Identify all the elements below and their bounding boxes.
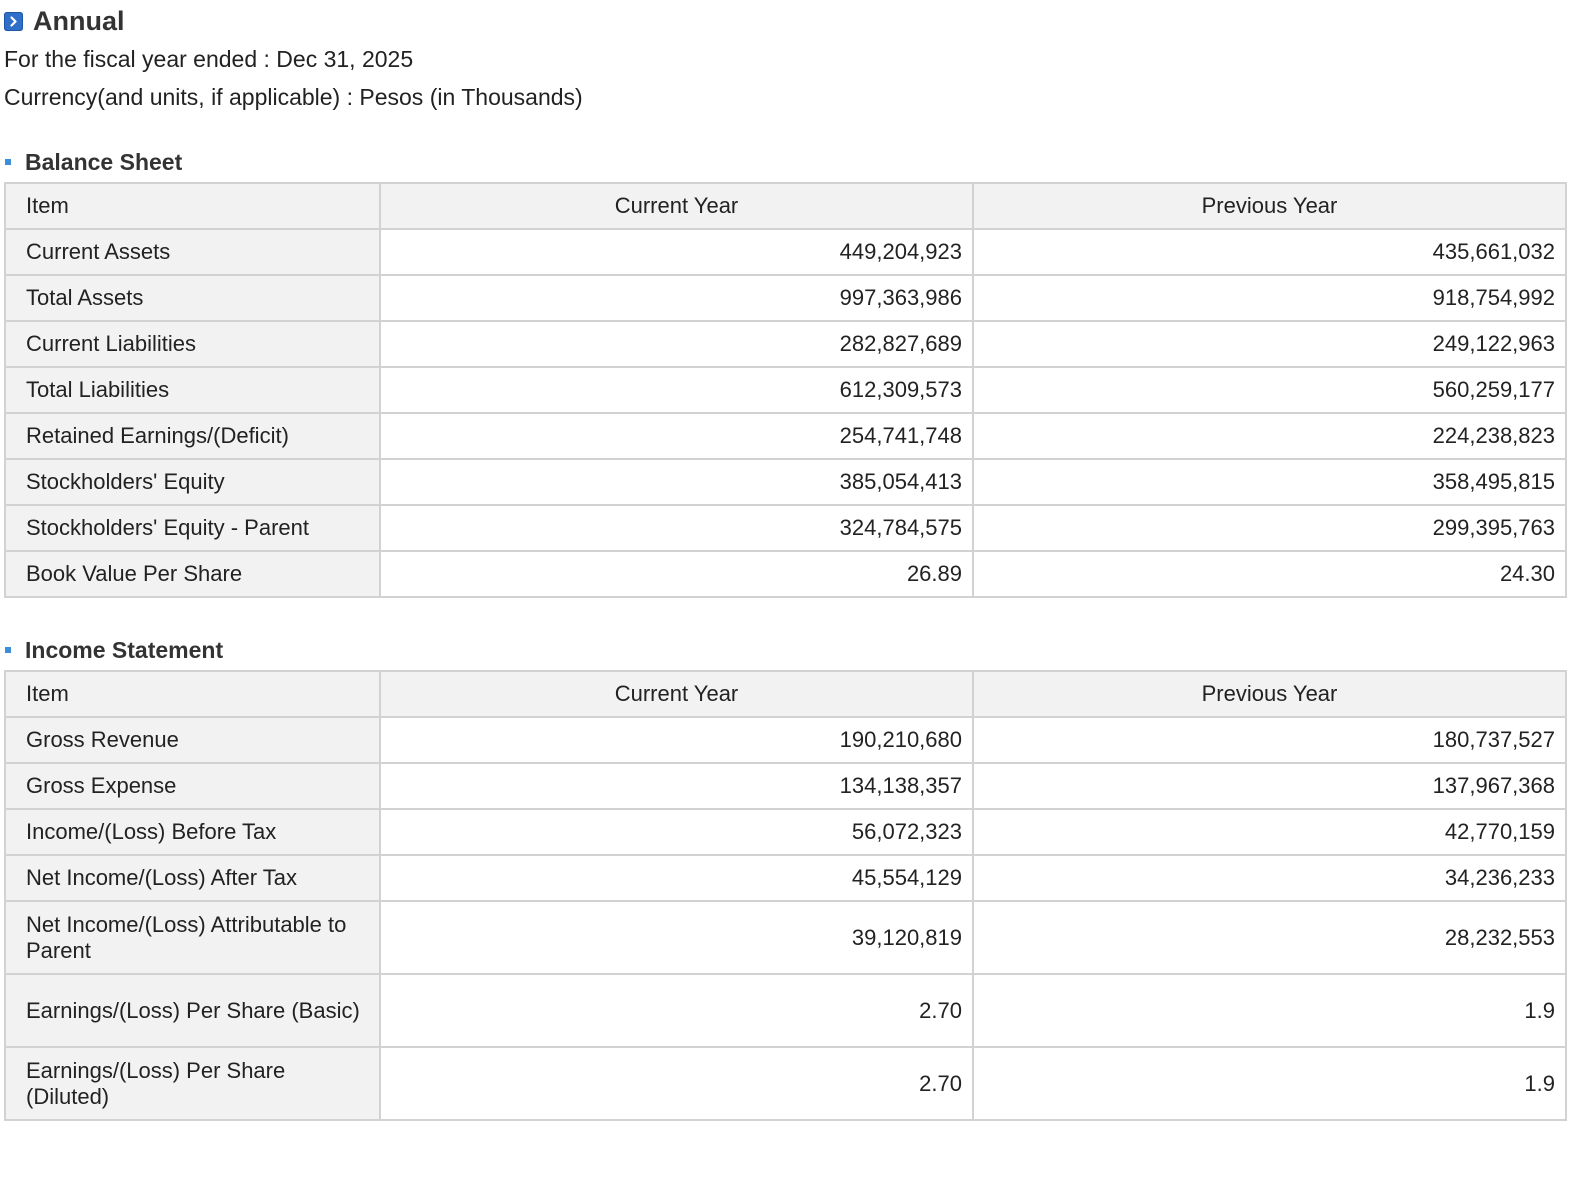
row-current-value: 26.89 bbox=[380, 551, 973, 597]
income-statement-heading bbox=[4, 630, 1596, 670]
row-current-value: 612,309,573 bbox=[380, 367, 973, 413]
chevron-right-square-icon[interactable] bbox=[4, 12, 23, 31]
table-row bbox=[5, 413, 1566, 459]
row-previous-value: 918,754,992 bbox=[973, 275, 1566, 321]
row-previous-value: 137,967,368 bbox=[973, 763, 1566, 809]
row-item: Stockholders' Equity bbox=[5, 459, 380, 505]
row-item: Net Income/(Loss) Attributable to Parent bbox=[5, 901, 380, 974]
table-row bbox=[5, 717, 1566, 763]
row-previous-value: 224,238,823 bbox=[973, 413, 1566, 459]
row-current-value: 282,827,689 bbox=[380, 321, 973, 367]
column-header-item: Item bbox=[5, 671, 380, 717]
table-row bbox=[5, 459, 1566, 505]
table-row bbox=[5, 551, 1566, 597]
row-item: Gross Revenue bbox=[5, 717, 380, 763]
square-bullet-icon bbox=[5, 159, 11, 165]
row-item: Retained Earnings/(Deficit) bbox=[5, 413, 380, 459]
row-current-value: 385,054,413 bbox=[380, 459, 973, 505]
table-row bbox=[5, 855, 1566, 901]
row-previous-value: 28,232,553 bbox=[973, 901, 1566, 974]
income-statement-title: Income Statement bbox=[25, 636, 224, 663]
row-current-value: 134,138,357 bbox=[380, 763, 973, 809]
table-row bbox=[5, 229, 1566, 275]
column-header-previous-year: Previous Year bbox=[973, 183, 1566, 229]
table-row bbox=[5, 1047, 1566, 1120]
balance-sheet-table bbox=[4, 182, 1567, 598]
row-item: Current Liabilities bbox=[5, 321, 380, 367]
row-previous-value: 560,259,177 bbox=[973, 367, 1566, 413]
table-row bbox=[5, 974, 1566, 1047]
row-previous-value: 34,236,233 bbox=[973, 855, 1566, 901]
square-bullet-icon bbox=[5, 647, 11, 653]
row-current-value: 2.70 bbox=[380, 1047, 973, 1120]
fiscal-year-line: For the fiscal year ended : Dec 31, 2025 bbox=[4, 46, 414, 72]
page-title: Annual bbox=[33, 5, 125, 36]
row-previous-value: 299,395,763 bbox=[973, 505, 1566, 551]
row-current-value: 324,784,575 bbox=[380, 505, 973, 551]
row-current-value: 449,204,923 bbox=[380, 229, 973, 275]
balance-sheet-title: Balance Sheet bbox=[25, 148, 183, 175]
row-previous-value: 1.9 bbox=[973, 1047, 1566, 1120]
row-current-value: 997,363,986 bbox=[380, 275, 973, 321]
row-item: Stockholders' Equity - Parent bbox=[5, 505, 380, 551]
row-item: Net Income/(Loss) After Tax bbox=[5, 855, 380, 901]
table-header-row bbox=[5, 671, 1566, 717]
row-current-value: 45,554,129 bbox=[380, 855, 973, 901]
column-header-current-year: Current Year bbox=[380, 183, 973, 229]
row-item: Earnings/(Loss) Per Share (Basic) bbox=[5, 974, 380, 1047]
row-item: Book Value Per Share bbox=[5, 551, 380, 597]
table-row bbox=[5, 809, 1566, 855]
row-previous-value: 180,737,527 bbox=[973, 717, 1566, 763]
table-row bbox=[5, 275, 1566, 321]
row-current-value: 254,741,748 bbox=[380, 413, 973, 459]
row-current-value: 56,072,323 bbox=[380, 809, 973, 855]
row-previous-value: 249,122,963 bbox=[973, 321, 1566, 367]
row-previous-value: 42,770,159 bbox=[973, 809, 1566, 855]
report-header bbox=[4, 4, 1596, 38]
row-previous-value: 358,495,815 bbox=[973, 459, 1566, 505]
row-item: Gross Expense bbox=[5, 763, 380, 809]
row-previous-value: 24.30 bbox=[973, 551, 1566, 597]
row-item: Earnings/(Loss) Per Share (Diluted) bbox=[5, 1047, 380, 1120]
table-row bbox=[5, 321, 1566, 367]
row-current-value: 190,210,680 bbox=[380, 717, 973, 763]
column-header-current-year: Current Year bbox=[380, 671, 973, 717]
row-item: Current Assets bbox=[5, 229, 380, 275]
income-statement-table bbox=[4, 670, 1567, 1121]
table-header-row bbox=[5, 183, 1566, 229]
table-row bbox=[5, 901, 1566, 974]
row-previous-value: 435,661,032 bbox=[973, 229, 1566, 275]
row-item: Total Assets bbox=[5, 275, 380, 321]
table-row bbox=[5, 763, 1566, 809]
balance-sheet-heading bbox=[4, 142, 1596, 182]
row-item: Income/(Loss) Before Tax bbox=[5, 809, 380, 855]
row-item: Total Liabilities bbox=[5, 367, 380, 413]
row-current-value: 2.70 bbox=[380, 974, 973, 1047]
currency-line: Currency(and units, if applicable) : Pesos (in Thousands) bbox=[4, 84, 583, 110]
table-row bbox=[5, 505, 1566, 551]
column-header-previous-year: Previous Year bbox=[973, 671, 1566, 717]
row-previous-value: 1.9 bbox=[973, 974, 1566, 1047]
table-row bbox=[5, 367, 1566, 413]
column-header-item: Item bbox=[5, 183, 380, 229]
row-current-value: 39,120,819 bbox=[380, 901, 973, 974]
